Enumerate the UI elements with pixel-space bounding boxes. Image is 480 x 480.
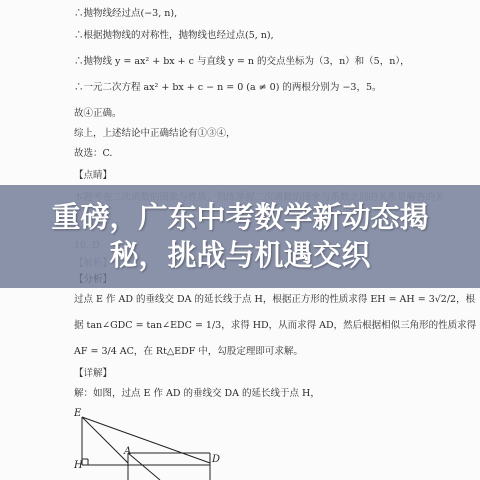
label-a: A	[124, 446, 132, 457]
label-h: H	[74, 460, 83, 471]
segment-ed	[82, 417, 210, 463]
doc-line-4: ∴一元二次方程 ax² + bx + c − n = 0 (a ≠ 0) 的两根分别为 −3，5。	[74, 82, 382, 93]
segment-diag	[128, 453, 160, 480]
doc-line-7: 故选：C.	[74, 148, 113, 159]
doc-line-2: ∴根据抛物线的对称性，抛物线也经过点(5, n),	[74, 30, 274, 41]
doc-line-6: 综上，上述结论中正确结论有①③④，	[74, 128, 236, 139]
doc-line-14: 据 tan∠GDC = tan∠EDC = 1/3，求得 HD，从而求得 AD，然后根据相似三角形的性质求得	[74, 320, 477, 331]
doc-line-3: ∴抛物线 y = ax² + bx + c 与直线 y = n 的交点坐标为（3，n）和（5，n），	[74, 56, 410, 67]
label-e: E	[74, 408, 82, 419]
label-d: D	[212, 454, 221, 465]
doc-line-15: AF = 3/4 AC，在 Rt△EDF 中，勾股定理即可求解。	[74, 346, 303, 357]
headline-line-1: 重磅，广东中考数学新动态揭	[51, 200, 429, 234]
doc-line-13: 过点 E 作 AD 的垂线交 DA 的延长线于点 H，根据正方形的性质求得 EH = AH = 3√2/2，根	[74, 294, 476, 305]
geometry-figure	[60, 405, 230, 480]
headline-banner	[0, 185, 480, 288]
doc-line-16: 【详解】	[74, 368, 113, 379]
doc-line-1: ∴抛物线经过点(−3, n),	[74, 8, 178, 19]
headline-line-2: 秘，挑战与机遇交织	[109, 238, 371, 272]
doc-line-8: 【点睛】	[74, 170, 113, 181]
doc-line-17: 解：如图，过点 E 作 AD 的垂线交 DA 的延长线于点 H，	[74, 388, 320, 399]
segment-ea	[82, 417, 128, 463]
doc-line-5: 故④正确。	[74, 108, 122, 119]
